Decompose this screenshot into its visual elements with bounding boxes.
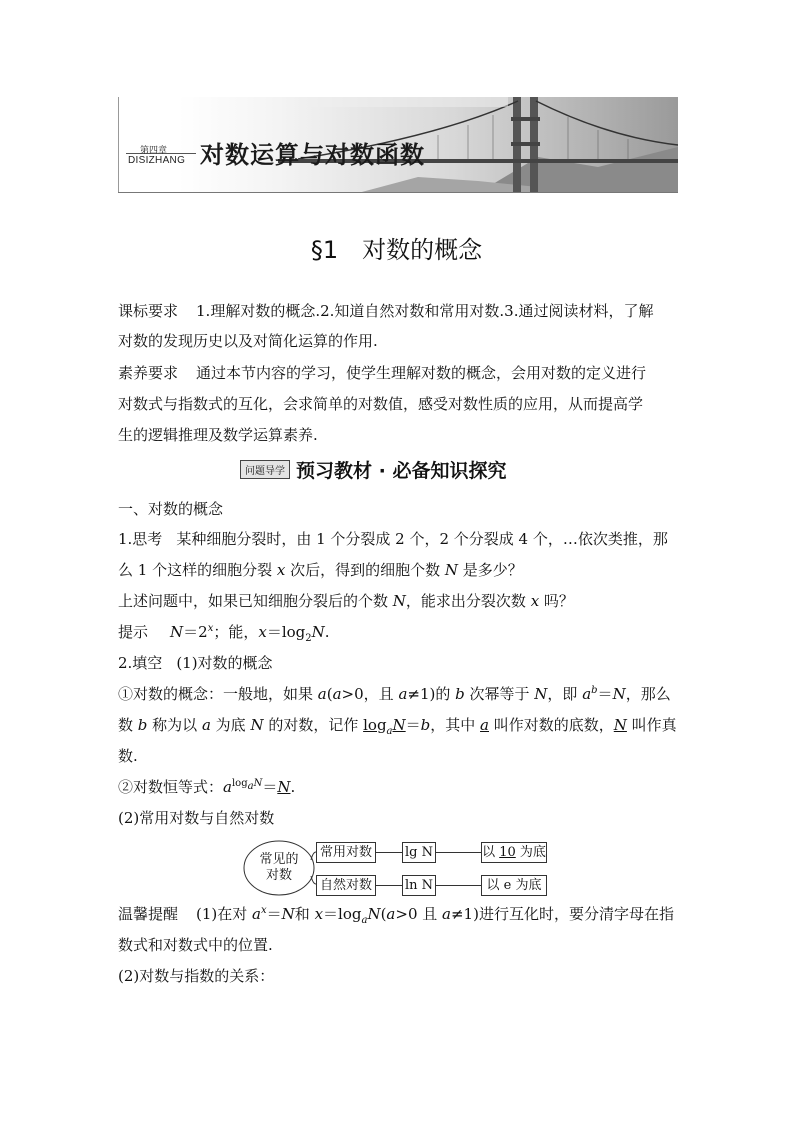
diagram-center [247, 852, 311, 884]
identity-blank: N [277, 778, 291, 796]
text: 叫作真 [626, 716, 677, 734]
text: . [290, 778, 296, 796]
text: ，能求出分裂次数 [405, 592, 531, 610]
definition-line-1 [118, 679, 671, 709]
common-log-box: 常用对数 [316, 842, 376, 863]
var: N [367, 905, 381, 923]
tip-line-1 [118, 899, 674, 929]
connector [375, 852, 402, 853]
text: ＝ [597, 685, 613, 703]
standards-label: 课标要求 [118, 302, 179, 320]
exponent: x [261, 905, 267, 916]
connector [435, 885, 481, 886]
var: x [276, 561, 286, 579]
text: 称为以 [147, 716, 202, 734]
chapter-pinyin: DISIZHANG [128, 155, 186, 166]
think-line-1 [118, 524, 668, 554]
log-notation-blank [363, 716, 406, 737]
text: 为底 [210, 716, 251, 734]
connector [375, 885, 402, 886]
text: ；能， [213, 623, 259, 641]
var: N [170, 623, 184, 641]
base-blank: a [480, 716, 489, 734]
text: 叫作对数的底数， [489, 716, 614, 734]
natural-log-box: 自然对数 [316, 875, 376, 896]
tip-label: 温馨提醒 [118, 905, 179, 923]
var: N [250, 716, 264, 734]
text: 次幂等于 [464, 685, 535, 703]
text: (1)在对 [196, 905, 253, 923]
text: ＝ [266, 905, 282, 923]
lg-box: lg N [402, 842, 436, 863]
text: ②对数恒等式： [118, 778, 224, 796]
exponent: x [207, 623, 214, 634]
banner-rule [118, 97, 119, 193]
study-badge: 问题导学 [240, 460, 290, 479]
tip-line-2: 数式和对数式中的位置. [118, 936, 273, 954]
fill-subheading: (1)对数的概念 [176, 654, 273, 672]
standards-line-1 [118, 296, 654, 326]
log-diagram [243, 838, 553, 898]
literacy-text-1: 通过本节内容的学习，使学生理解对数的概念，会用对数的定义进行 [196, 364, 647, 382]
literacy-line-1 [118, 358, 646, 388]
exponent: b [591, 685, 598, 696]
think-line-2 [118, 555, 523, 585]
var: a [201, 716, 211, 734]
hint-label: 提示 [118, 623, 149, 641]
center-line-2: 对数 [265, 868, 292, 883]
var: a [223, 778, 232, 796]
literacy-label: 素养要求 [118, 364, 179, 382]
center-line-1: 常见的 [259, 852, 299, 867]
var: a [332, 685, 342, 703]
standards-text-1: 1.理解对数的概念.2.知道自然对数和常用对数.3.通过阅读材料，了解 [196, 302, 654, 320]
text: log [363, 716, 387, 734]
text: ，其中 [430, 716, 481, 734]
var: N [444, 561, 458, 579]
text: log [231, 778, 248, 789]
antilog-blank: N [613, 716, 627, 734]
common-log-heading: (2)常用对数与自然对数 [118, 809, 275, 827]
base-e-box: 以 e 为底 [481, 875, 547, 896]
var: a [386, 905, 396, 923]
think-line-3 [118, 586, 574, 616]
ln-box: ln N [402, 875, 436, 896]
definition-line-3: 数. [118, 747, 138, 765]
study-title: 预习教材 · 必备知识探究 [296, 460, 507, 482]
text: ＝2 [183, 623, 208, 641]
var: N [311, 623, 325, 641]
var: b [455, 685, 465, 703]
chapter-banner [118, 97, 678, 197]
text: 上述问题中，如果已知细胞分裂后的个数 [118, 592, 393, 610]
text: >0，且 [341, 685, 399, 703]
text: 和 [294, 905, 315, 923]
fill-line [118, 648, 273, 678]
identity-line [118, 772, 295, 802]
hint-line [118, 617, 330, 647]
text: . [324, 623, 330, 641]
var: N [392, 592, 406, 610]
var: N [534, 685, 548, 703]
definition-line-2 [118, 710, 677, 740]
var: a [442, 905, 451, 923]
base-10-box [481, 842, 547, 863]
chapter-title: 对数运算与对数函数 [200, 141, 425, 169]
part-heading: 一、对数的概念 [118, 500, 224, 518]
text: ≠1)的 [407, 685, 456, 703]
text: >0 且 [395, 905, 443, 923]
var: a [252, 905, 261, 923]
text: 次后，得到的细胞个数 [285, 561, 445, 579]
var: N [392, 716, 406, 734]
fill-number: 2.填空 [118, 654, 163, 672]
text: 以 [482, 845, 500, 860]
subscript: a [386, 726, 393, 737]
literacy-line-2: 对数式与指数式的互化，会求简单的对数值，感受对数性质的应用，从而提高学 [118, 395, 644, 413]
text: ( [326, 685, 333, 703]
subscript: a [361, 915, 368, 926]
tip-line-3: (2)对数与指数的关系： [118, 967, 275, 985]
text: ( [380, 905, 387, 923]
text: 是多少？ [458, 561, 523, 579]
text: 吗？ [539, 592, 574, 610]
var: x [258, 623, 267, 641]
chapter-number: 第四章 [140, 146, 168, 156]
text: ≠1)进行互化时，要分清字母在指 [450, 905, 674, 923]
think-number: 1.思考 [118, 530, 163, 548]
study-heading [240, 456, 506, 483]
var: b [137, 716, 148, 734]
section-title: §1 对数的概念 [310, 236, 483, 264]
base-10-blank: 10 [499, 845, 516, 860]
text: ＝ [405, 716, 421, 734]
text: ＝ [262, 778, 278, 796]
var: a [582, 685, 592, 703]
var: b [420, 716, 431, 734]
subscript: 2 [305, 633, 312, 644]
text: ，那么 [625, 685, 671, 703]
var: N [281, 905, 295, 923]
think-text-1: 某种细胞分裂时，由 1 个分裂成 2 个，2 个分裂成 4 个，…依次类推，那 [176, 530, 668, 548]
var: N [253, 778, 263, 789]
text: 的对数，记作 [263, 716, 364, 734]
var: a [398, 685, 408, 703]
subscript: a [247, 781, 254, 792]
standards-line-2: 对数的发现历史以及对简化运算的作用. [118, 332, 378, 350]
text: ，即 [547, 685, 583, 703]
literacy-line-3: 生的逻辑推理及数学运算素养. [118, 426, 318, 444]
text: ①对数的概念：一般地，如果 [118, 685, 318, 703]
text: 么 1 个这样的细胞分裂 [118, 561, 277, 579]
text: ＝log [323, 905, 362, 923]
var: x [530, 592, 540, 610]
text: 数 [118, 716, 138, 734]
var: N [612, 685, 626, 703]
text: 为底 [515, 845, 546, 860]
var: x [314, 905, 324, 923]
banner-baseline [118, 192, 678, 193]
var: a [317, 685, 327, 703]
text: ＝log [266, 623, 306, 641]
connector [435, 852, 481, 853]
